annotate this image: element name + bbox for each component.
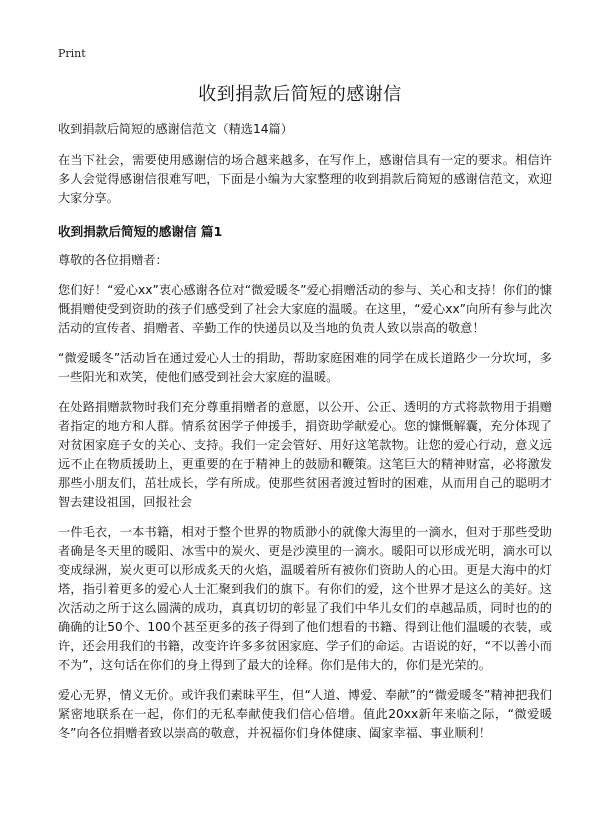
document-body	[58, 120, 552, 754]
document-title: 收到捐款后简短的感谢信	[198, 84, 402, 105]
salutation: 尊敬的各位捐赠者：	[58, 253, 168, 267]
print-link[interactable]: Print	[58, 47, 86, 60]
document-subtitle: 收到捐款后简短的感谢信范文（精选14篇）	[58, 122, 293, 136]
intro-paragraph: 在当下社会，需要使用感谢信的场合越来越多，在写作上，感谢信具有一定的要求。相信许多人会觉得感谢信很难写吧，下面是小编为大家整理的收到捐款后简短的感谢信范文，欢迎大家分享。	[58, 153, 552, 205]
section-heading: 收到捐款后简短的感谢信 篇1	[58, 224, 223, 239]
body-paragraph-2: “微爱暖冬”活动旨在通过爱心人士的捐助，帮助家庭困难的同学在成长道路少一分坎坷，多一些阳光和欢笑，使他们感受到社会大家庭的温暖。	[58, 351, 552, 384]
body-paragraph-4: 一件毛衣，一本书籍，相对于整个世界的物质渺小的就像大海里的一滴水，但对于那些受助者确是冬天里的暖阳、冰雪中的炭火、更是沙漠里的一滴水。暖阳可以形成光明，滴水可以变成绿洲，炭火更可以形成炙天的火焰，温暖着所有被你们资助人的心田。更是大海中的灯塔，指引着更多的爱心人士汇聚到我们的旗下。有你们的爱，这个世界才是这么的美好。这次活动之所于这么圆满的成功，真真切切的彰显了我们中华儿女们的卓越品质，同时也的的确确的让50个、100个甚至更多的孩子得到了他们想看的书籍、得到让他们温暖的衣装，或许，还会用我们的书籍，改变许许多多贫困家庭、学子们的命运。古语说的好，“不以善小而不为”，这句话在你们的身上得到了最大的诠释。你们是伟大的，你们是光荣的。	[58, 525, 552, 672]
body-paragraph-3: 在处路捐赠款物时我们充分尊重捐赠者的意愿，以公开、公正、透明的方式将款物用于捐赠者指定的地方和人群。情系贫困学子伸援手，捐资助学献爱心。您的慷慨解囊，充分体现了对贫困家庭子女的关心、支持。我们一定会管好、用好这笔款物。让您的爱心行动，意义远远不止在物质援助上，更重要的在于精神上的鼓励和鞭策。这笔巨大的精神财富，必将激发那些小朋友们，茁壮成长，学有所成。使那些贫困者渡过暂时的困难，从而用自己的聪明才智去建设祖国，回报社会	[58, 400, 552, 509]
body-paragraph-1: 您们好！“爱心xx”衷心感谢各位对“微爱暖冬”爱心捐赠活动的参与、关心和支持！你们的慷慨捐赠使受到资助的孩子们感受到了社会大家庭的温暖。在这里，“爱心xx”向所有参与此次活动的宣传者、捐赠者、辛勤工作的快递员以及当地的负责人致以崇高的敬意！	[58, 283, 552, 335]
body-paragraph-5: 爱心无界，情义无价。或许我们素昧平生，但“人道、博爱、奉献”的“微爱暖冬”精神把我们紧密地联系在一起，你们的无私奉献使我们信心倍增。值此20xx新年来临之际，“微爱暖冬”向各位捐赠者致以崇高的敬意，并祝福你们身体健康、阖家幸福、事业顺利！	[58, 688, 552, 740]
